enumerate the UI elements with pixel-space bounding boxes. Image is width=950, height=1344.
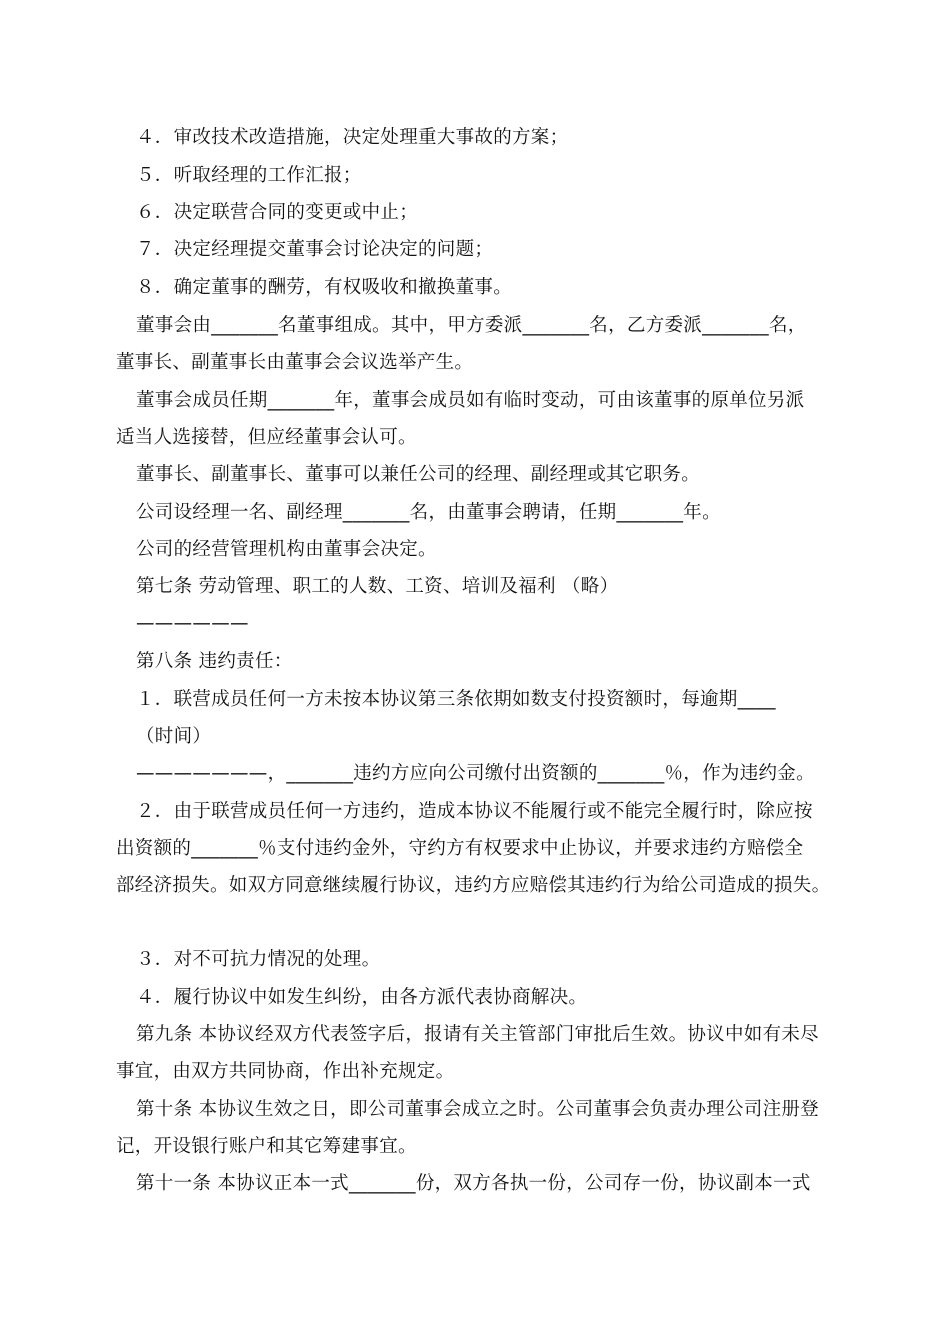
article-heading: 第八条 违约责任： <box>136 651 293 672</box>
paragraph-line: 出资额的_______％支付违约金外，守约方有权要求中止协议，并要求违约方赔偿全 <box>116 838 804 859</box>
list-item-1: １．联营成员任何一方未按本协议第三条依期如数支付投资额时，每逾期____ <box>136 689 776 710</box>
paragraph-line: 部经济损失。如双方同意继续履行协议，违约方应赔偿其违约行为给公司造成的损失。 <box>116 875 831 896</box>
list-item-3: ３．对不可抗力情况的处理。 <box>136 949 381 970</box>
list-item-2: ２．由于联营成员任何一方违约，造成本协议不能履行或不能完全履行时，除应按 <box>136 801 813 822</box>
paragraph-line: 董事会由_______名董事组成。其中，甲方委派_______名，乙方委派_______名， <box>136 315 807 336</box>
list-item-8: ８．确定董事的酬劳，有权吸收和撤换董事。 <box>136 277 513 298</box>
paragraph-line: （时间） <box>136 726 212 747</box>
list-item-4b: ４．履行协议中如发生纠纷，由各方派代表协商解决。 <box>136 987 588 1008</box>
article-heading: 第十条 本协议生效之日，即公司董事会成立之时。公司董事会负责办理公司注册登 <box>136 1099 819 1120</box>
paragraph-line: 公司设经理一名、副经理_______名，由董事会聘请，任期_______年。 <box>136 502 721 523</box>
paragraph-line: 记，开设银行账户和其它筹建事宜。 <box>116 1136 417 1157</box>
paragraph-line: 董事长、副董事长、董事可以兼任公司的经理、副经理或其它职务。 <box>136 464 701 485</box>
paragraph-line: 事宜，由双方共同协商，作出补充规定。 <box>116 1061 455 1082</box>
paragraph-line: 适当人选接替，但应经董事会认可。 <box>116 427 417 448</box>
paragraph-line: 公司的经营管理机构由董事会决定。 <box>136 539 437 560</box>
paragraph-line: 董事会成员任期_______年，董事会成员如有临时变动，可由该董事的原单位另派 <box>136 390 805 411</box>
list-item-4: ４．审改技术改造措施，决定处理重大事故的方案； <box>136 127 569 148</box>
article-heading: 第九条 本协议经双方代表签字后，报请有关主管部门审批后生效。协议中如有未尽 <box>136 1024 819 1045</box>
paragraph-line: 董事长、副董事长由董事会会议选举产生。 <box>116 352 474 373</box>
article-heading: 第七条 劳动管理、职工的人数、工资、培训及福利 （略） <box>136 576 619 597</box>
list-item-6: ６．决定联营合同的变更或中止； <box>136 202 419 223</box>
dash-line: —————— <box>136 613 249 634</box>
list-item-5: ５．听取经理的工作汇报； <box>136 165 362 186</box>
list-item-7: ７．决定经理提交董事会讨论决定的问题； <box>136 239 494 260</box>
article-heading: 第十一条 本协议正本一式_______份，双方各执一份，公司存一份，协议副本一式 <box>136 1173 811 1194</box>
paragraph-line: ———————，_______违约方应向公司缴付出资额的_______％，作为违约金。 <box>136 763 815 784</box>
